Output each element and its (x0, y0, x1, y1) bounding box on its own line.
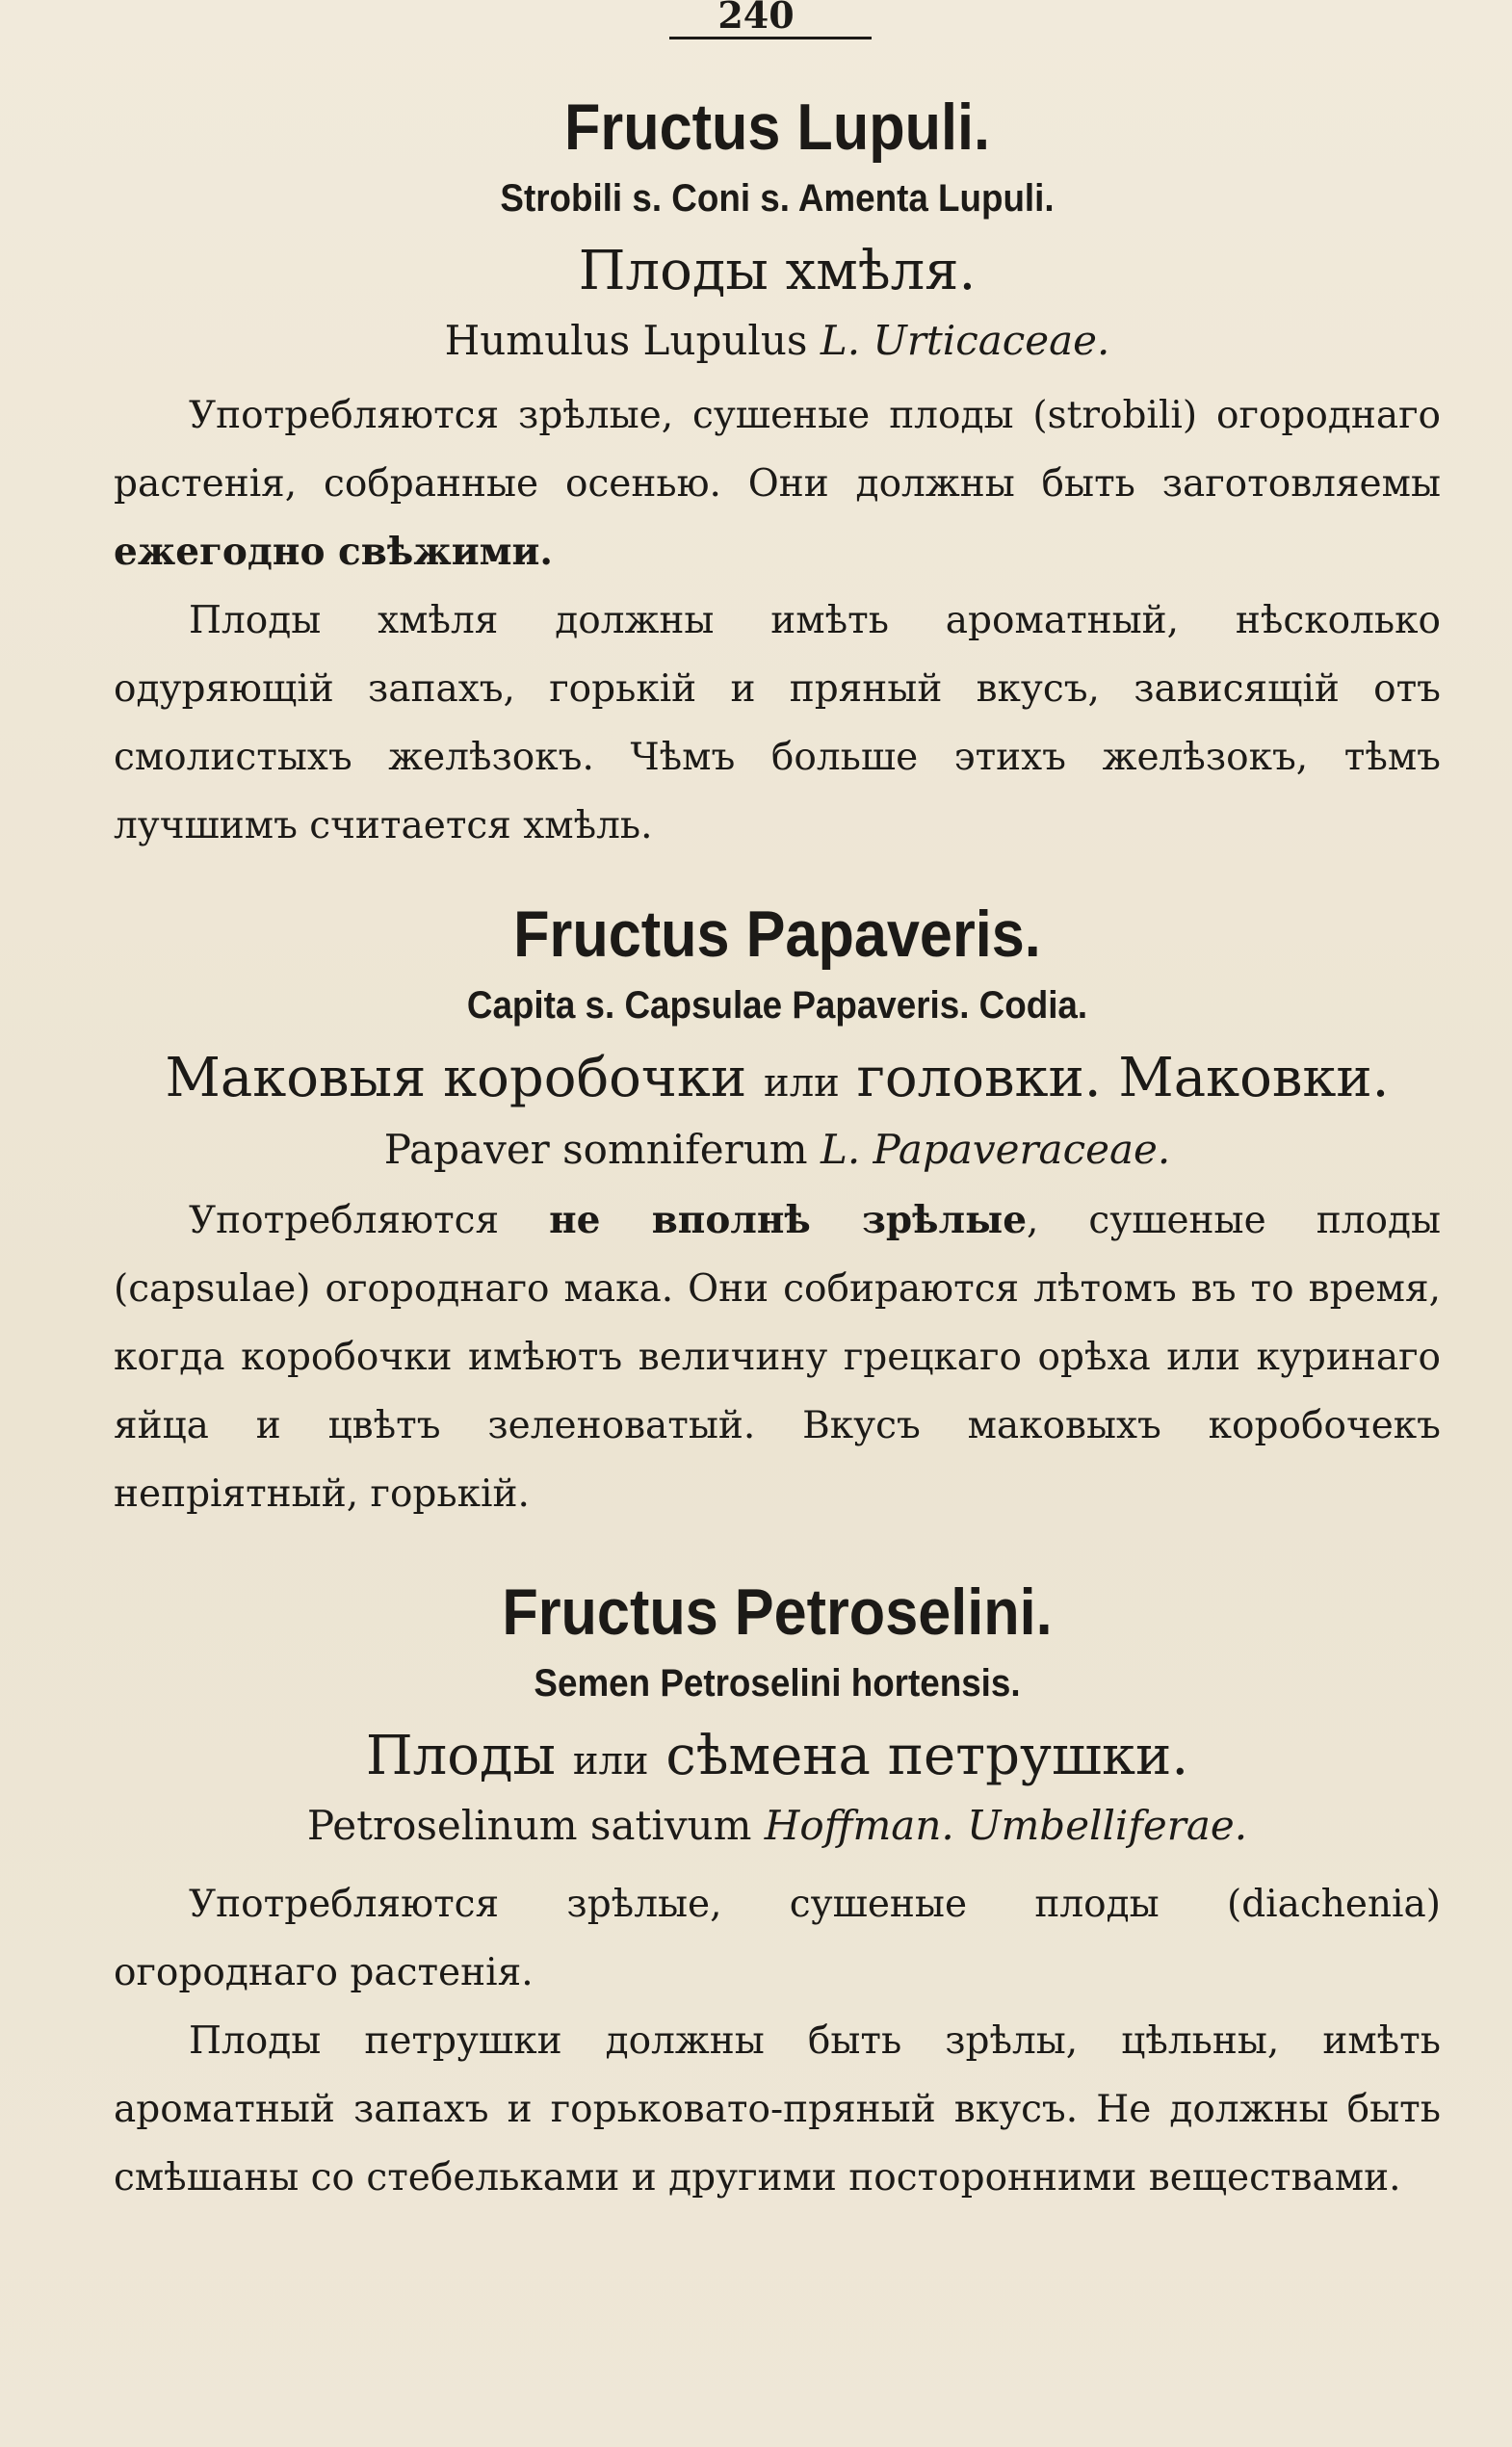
section-title-lupuli: Fructus Lupuli. (564, 91, 990, 164)
botanical-name-papaveris (114, 1123, 1441, 1177)
section-body-petroselini (114, 1870, 1441, 2212)
russian-name-part: Маковыя коробочки (165, 1047, 747, 1109)
section-body-lupuli (114, 381, 1441, 860)
russian-or: или (764, 1061, 840, 1106)
section-synonyms-lupuli: Strobili s. Coni s. Amenta Lupuli. (500, 177, 1055, 220)
page-number: 240 (717, 0, 795, 37)
botanical-name-lupuli (114, 314, 1441, 368)
russian-name-lupuli: Плоды хмѣля. (578, 240, 977, 302)
paragraph (114, 381, 1441, 586)
section-synonyms-petroselini: Semen Petroselini hortensis. (534, 1662, 1021, 1705)
botanical-name-petroselini (114, 1799, 1441, 1853)
russian-name-part: Плоды (365, 1725, 557, 1787)
paragraph (114, 1186, 1441, 1528)
section-synonyms-papaveris: Capita s. Capsulae Papaveris. Codia. (466, 984, 1088, 1027)
russian-name-part: головки. Маковки. (856, 1047, 1390, 1109)
paragraph: Плоды хмѣля должны имѣть ароматный, нѣсколько одуряющій запахъ, горькій и пряный вкусъ, зависящій отъ смолистыхъ желѣзокъ. Чѣмъ больше этихъ желѣзокъ, тѣмъ лучшимъ считается хмѣль. (114, 599, 1441, 847)
text-run: Употребляются зрѣлые, сушеные плоды (strobili) огороднаго растенія, собранные осенью. Они должны быть заготовляемы (114, 394, 1441, 506)
page-number-rule (669, 37, 872, 39)
plant-name: Petroselinum sativum (306, 1802, 752, 1849)
paragraph: Употребляются зрѣлые, сушеные плоды (diachenia) огороднаго растенія. (114, 1883, 1441, 1994)
text-run: , сушеные плоды (capsulae) огороднаго мака. Они собираются лѣтомъ въ то время, когда коробочки имѣютъ величину грецкаго орѣха или куринаго яйца и цвѣтъ зеленоватый. Вкусъ маковыхъ коробочекъ непріятный, горькій. (114, 1199, 1441, 1516)
russian-or: или (572, 1739, 649, 1783)
text-run: Употребляются (189, 1199, 550, 1242)
section-title-petroselini: Fructus Petroselini. (502, 1575, 1053, 1649)
emphasis-text: не вполнѣ зрѣлые (549, 1198, 1028, 1242)
authority-family: L. Papaveraceae. (820, 1126, 1171, 1173)
paragraph: Плоды петрушки должны быть зрѣлы, цѣльны, имѣть ароматный запахъ и горьковато-пряный вкусъ. Не должны быть смѣшаны со стебельками и другими посторонними веществами. (114, 2019, 1441, 2200)
plant-name: Papaver somniferum (383, 1126, 808, 1173)
authority-family: L. Urticaceae. (820, 317, 1110, 364)
russian-name-petroselini (114, 1724, 1441, 1794)
section-body-papaveris (114, 1186, 1441, 1528)
russian-name-part: сѣмена петрушки. (665, 1725, 1189, 1787)
plant-name: Humulus Lupulus (444, 317, 808, 364)
emphasis-text: ежегодно свѣжими. (114, 530, 554, 574)
russian-name-papaveris (114, 1046, 1441, 1116)
section-title-papaveris: Fructus Papaveris. (513, 898, 1041, 971)
authority-family: Hoffman. Umbelliferae. (764, 1802, 1248, 1849)
